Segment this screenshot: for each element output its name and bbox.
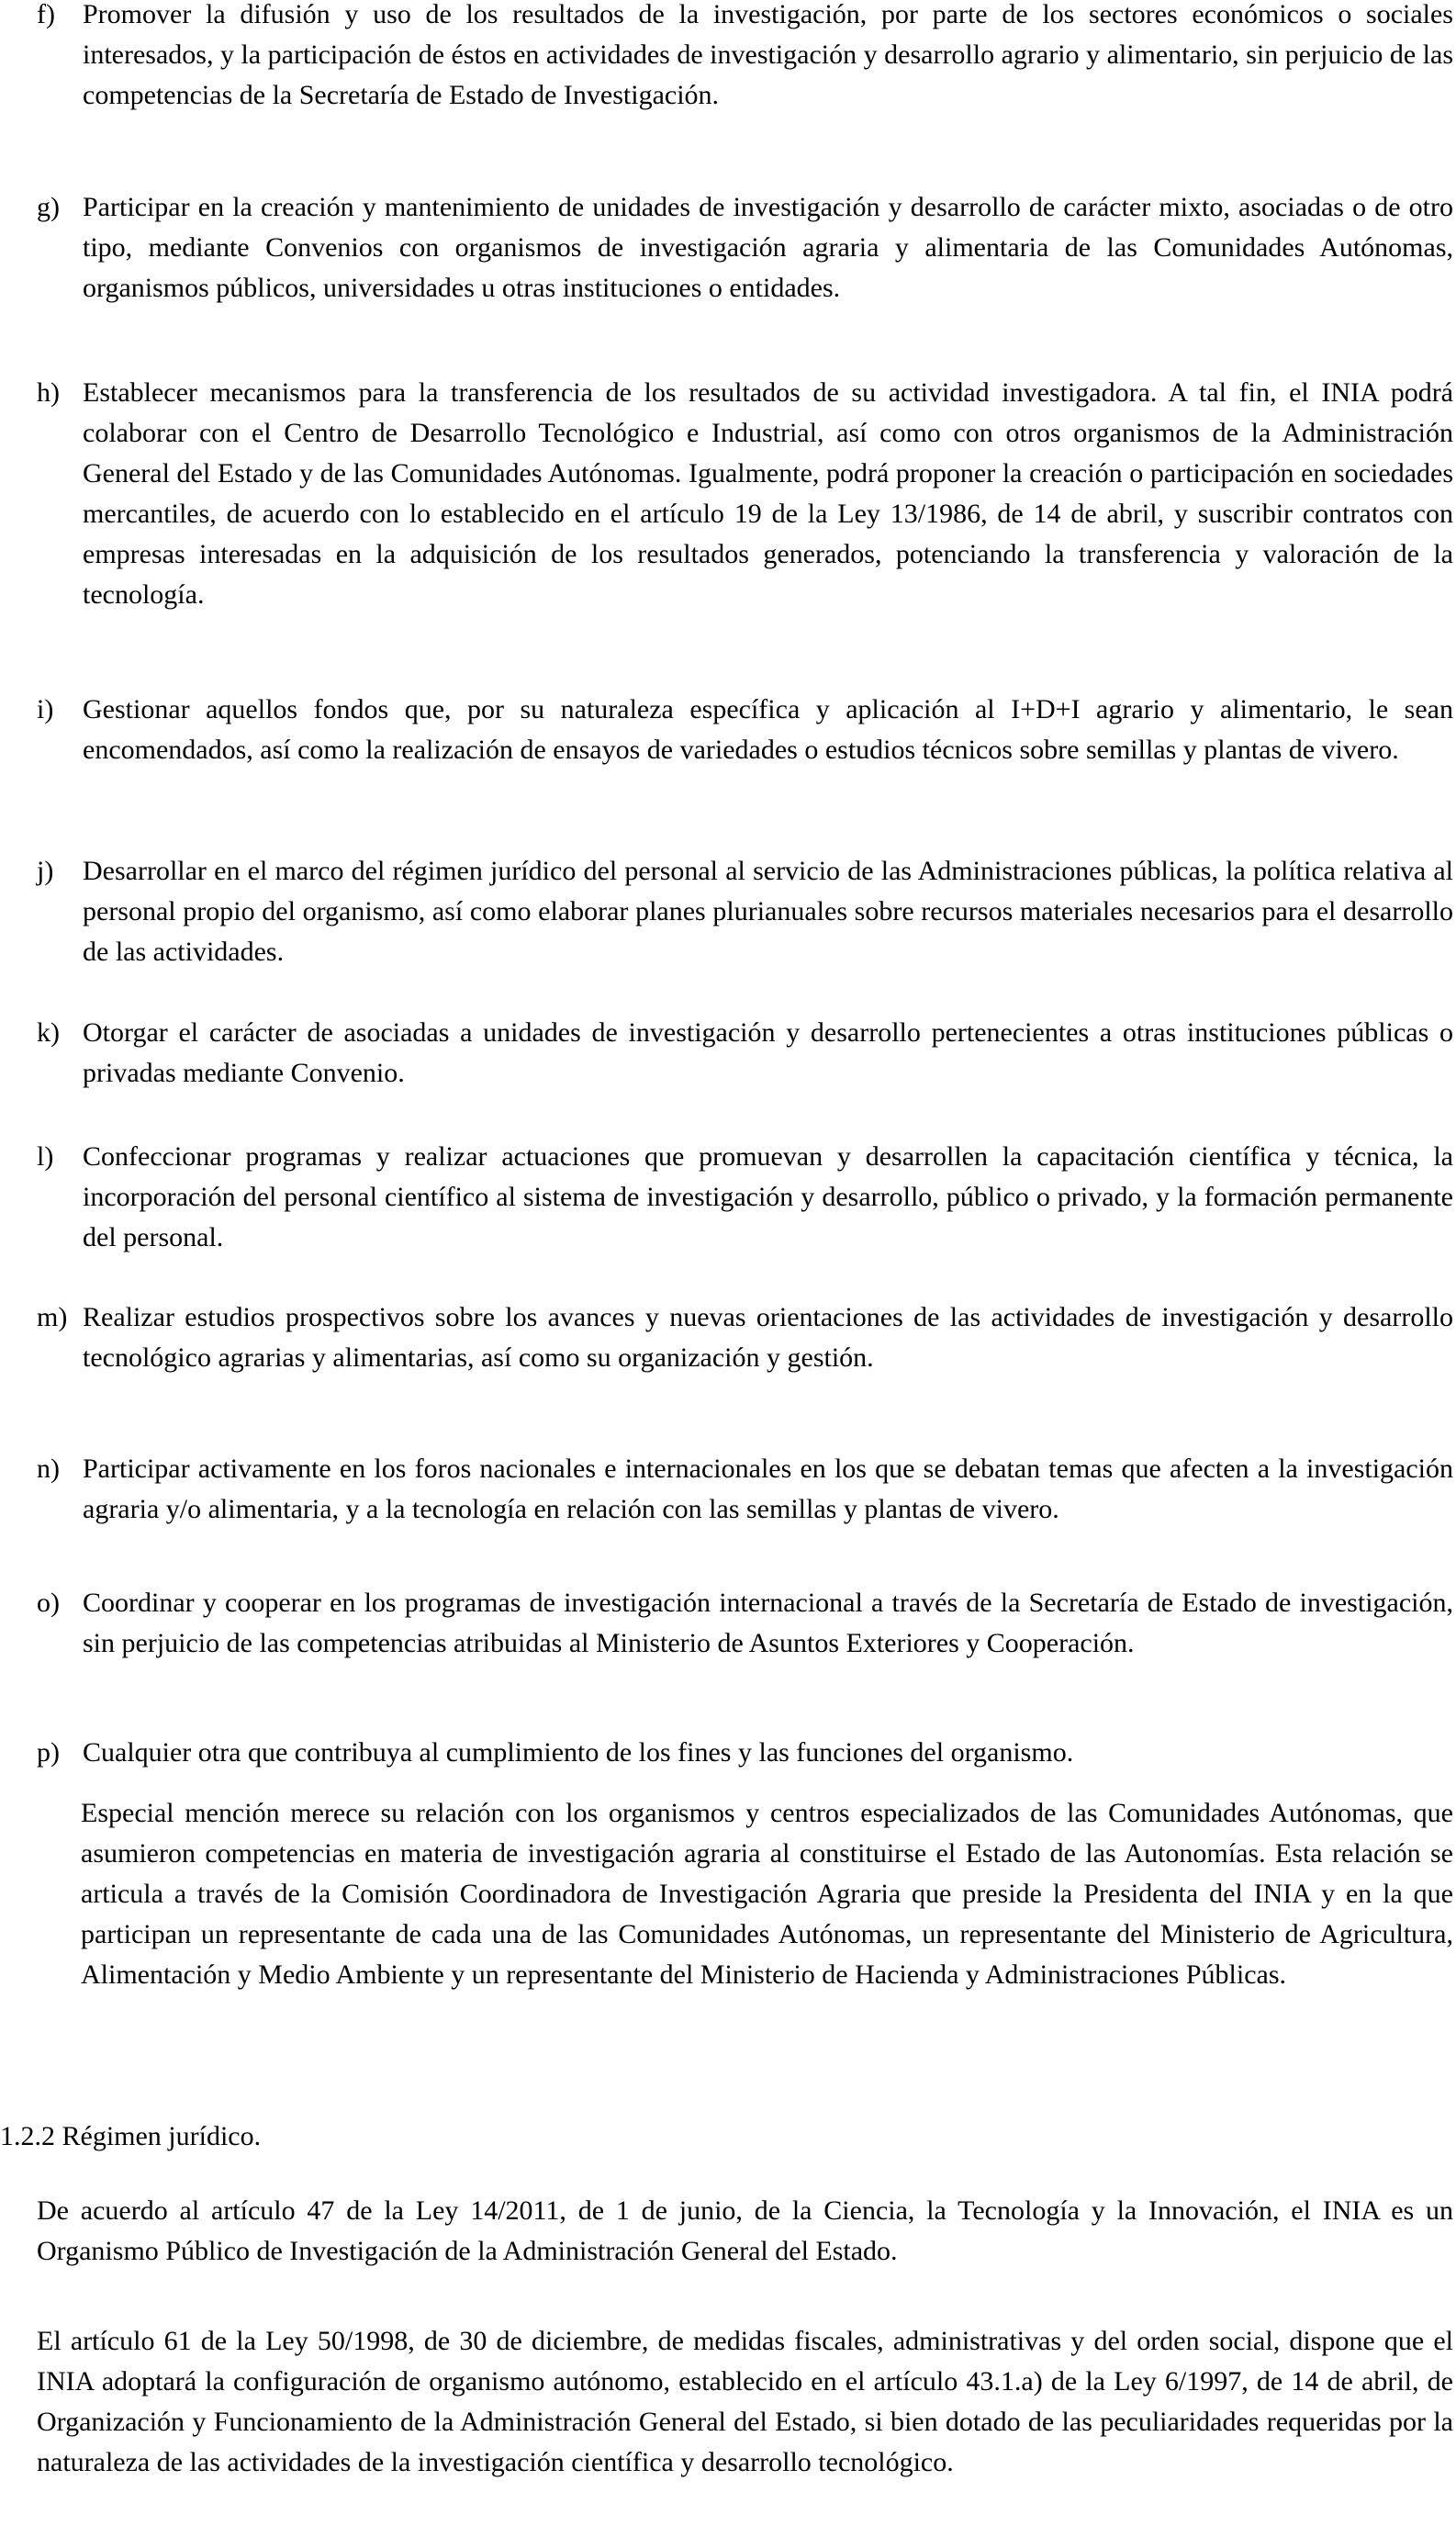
list-item-text: Participar activamente en los foros nacionales e internacionales en los que se debatan temas que afecten a la investigación agraria y/o alimentaria, y a la tecnología en relación con las semillas y plantas de vivero.: [83, 1454, 1453, 1524]
section-heading: 1.2.2 Régimen jurídico.: [0, 2121, 262, 2151]
list-letter: o): [37, 1588, 60, 1618]
list-item-text: Coordinar y cooperar en los programas de investigación internacional a través de la Secretaría de Estado de investigación, sin perjuicio de las competencias atribuidas al Ministerio de Asuntos Exteriores y Cooperación.: [83, 1588, 1453, 1658]
list-item-text: Gestionar aquellos fondos que, por su naturaleza específica y aplicación al I+D+I agrario y alimentario, le sean encomendados, así como la realización de ensayos de variedades o estudios técnicos sobre semillas y plantas de vivero.: [83, 694, 1453, 765]
list-letter: f): [37, 0, 55, 29]
list-item-text: Desarrollar en el marco del régimen jurídico del personal al servicio de las Administraciones públicas, la política relativa al personal propio del organismo, así como elaborar planes plurianuales sobre recursos materiales necesarios para el desarrollo de las actividades.: [83, 856, 1453, 967]
list-letter: h): [37, 377, 60, 408]
list-item-g: [37, 187, 1453, 309]
list-letter: n): [37, 1454, 60, 1484]
special-mention-paragraph: Especial mención merece su relación con los organismos y centros especializados de las Comunidades Autónomas, que asumieron competencias en materia de investigación agraria al constituirse el Estado de las Autonomías. Esta relación se articula a través de la Comisión Coordinadora de Investigación Agraria que preside la Presidenta del INIA y en la que participan un representante de cada una de las Comunidades Autónomas, un representante del Ministerio de Agricultura, Alimentación y Medio Ambiente y un representante del Ministerio de Hacienda y Administraciones Públicas.: [81, 1798, 1453, 1990]
list-letter: k): [37, 1017, 60, 1048]
list-item-l: [37, 1137, 1453, 1258]
body-paragraph: El artículo 61 de la Ley 50/1998, de 30 de diciembre, de medidas fiscales, administrativas y del orden social, dispone que el INIA adoptará la configuración de organismo autónomo, establecido en el artículo 43.1.a) de la Ley 6/1997, de 14 de abril, de Organización y Funcionamiento de la Administración General del Estado, si bien dotado de las peculiaridades requeridas por la naturaleza de las actividades de la investigación científica y desarrollo tecnológico.: [37, 2326, 1453, 2477]
list-letter: g): [37, 192, 60, 222]
list-item-h: [37, 373, 1453, 615]
list-item-i: [37, 690, 1453, 770]
list-item-m: [37, 1297, 1453, 1378]
list-letter: m): [37, 1302, 68, 1332]
list-letter: i): [37, 694, 54, 724]
list-item-text: Otorgar el carácter de asociadas a unidades de investigación y desarrollo pertenecientes a otras instituciones públicas o privadas mediante Convenio.: [83, 1017, 1453, 1088]
list-letter: j): [37, 856, 54, 886]
list-item-k: [37, 1013, 1453, 1094]
list-item-text: Establecer mecanismos para la transferencia de los resultados de su actividad investigadora. A tal fin, el INIA podrá colaborar con el Centro de Desarrollo Tecnológico e Industrial, así como con otros organismos de la Administración General del Estado y de las Comunidades Autónomas. Igualmente, podrá proponer la creación o participación en sociedades mercantiles, de acuerdo con lo establecido en el artículo 19 de la Ley 13/1986, de 14 de abril, y suscribir contratos con empresas interesadas en la adquisición de los resultados generados, potenciando la transferencia y valoración de la tecnología.: [83, 377, 1453, 610]
list-letter: l): [37, 1141, 54, 1172]
list-item-text: Cualquier otra que contribuya al cumplimiento de los fines y las funciones del organismo.: [83, 1737, 1074, 1768]
list-item-p: [37, 1733, 1453, 1773]
list-item-text: Realizar estudios prospectivos sobre los avances y nuevas orientaciones de las actividades de investigación y desarrollo tecnológico agrarias y alimentarias, así como su organización y gestión.: [83, 1302, 1453, 1373]
list-item-text: Participar en la creación y mantenimiento de unidades de investigación y desarrollo de carácter mixto, asociadas o de otro tipo, mediante Convenios con organismos de investigación agraria y alimentaria de las Comunidades Autónomas, organismos públicos, universidades u otras instituciones o entidades.: [83, 192, 1453, 303]
list-item-text: Promover la difusión y uso de los resultados de la investigación, por parte de los sectores económicos o sociales interesados, y la participación de éstos en actividades de investigación y desarrollo agrario y alimentario, sin perjuicio de las competencias de la Secretaría de Estado de Investigación.: [83, 0, 1453, 110]
list-letter: p): [37, 1737, 60, 1768]
list-item-f: [37, 0, 1453, 116]
list-item-text: Confeccionar programas y realizar actuaciones que promuevan y desarrollen la capacitación científica y técnica, la incorporación del personal científico al sistema de investigación y desarrollo, público o privado, y la formación permanente del personal.: [83, 1141, 1453, 1252]
list-item-j: [37, 851, 1453, 972]
body-paragraph: De acuerdo al artículo 47 de la Ley 14/2011, de 1 de junio, de la Ciencia, la Tecnología y la Innovación, el INIA es un Organismo Público de Investigación de la Administración General del Estado.: [37, 2195, 1453, 2266]
list-item-o: [37, 1583, 1453, 1664]
list-item-n: [37, 1449, 1453, 1530]
